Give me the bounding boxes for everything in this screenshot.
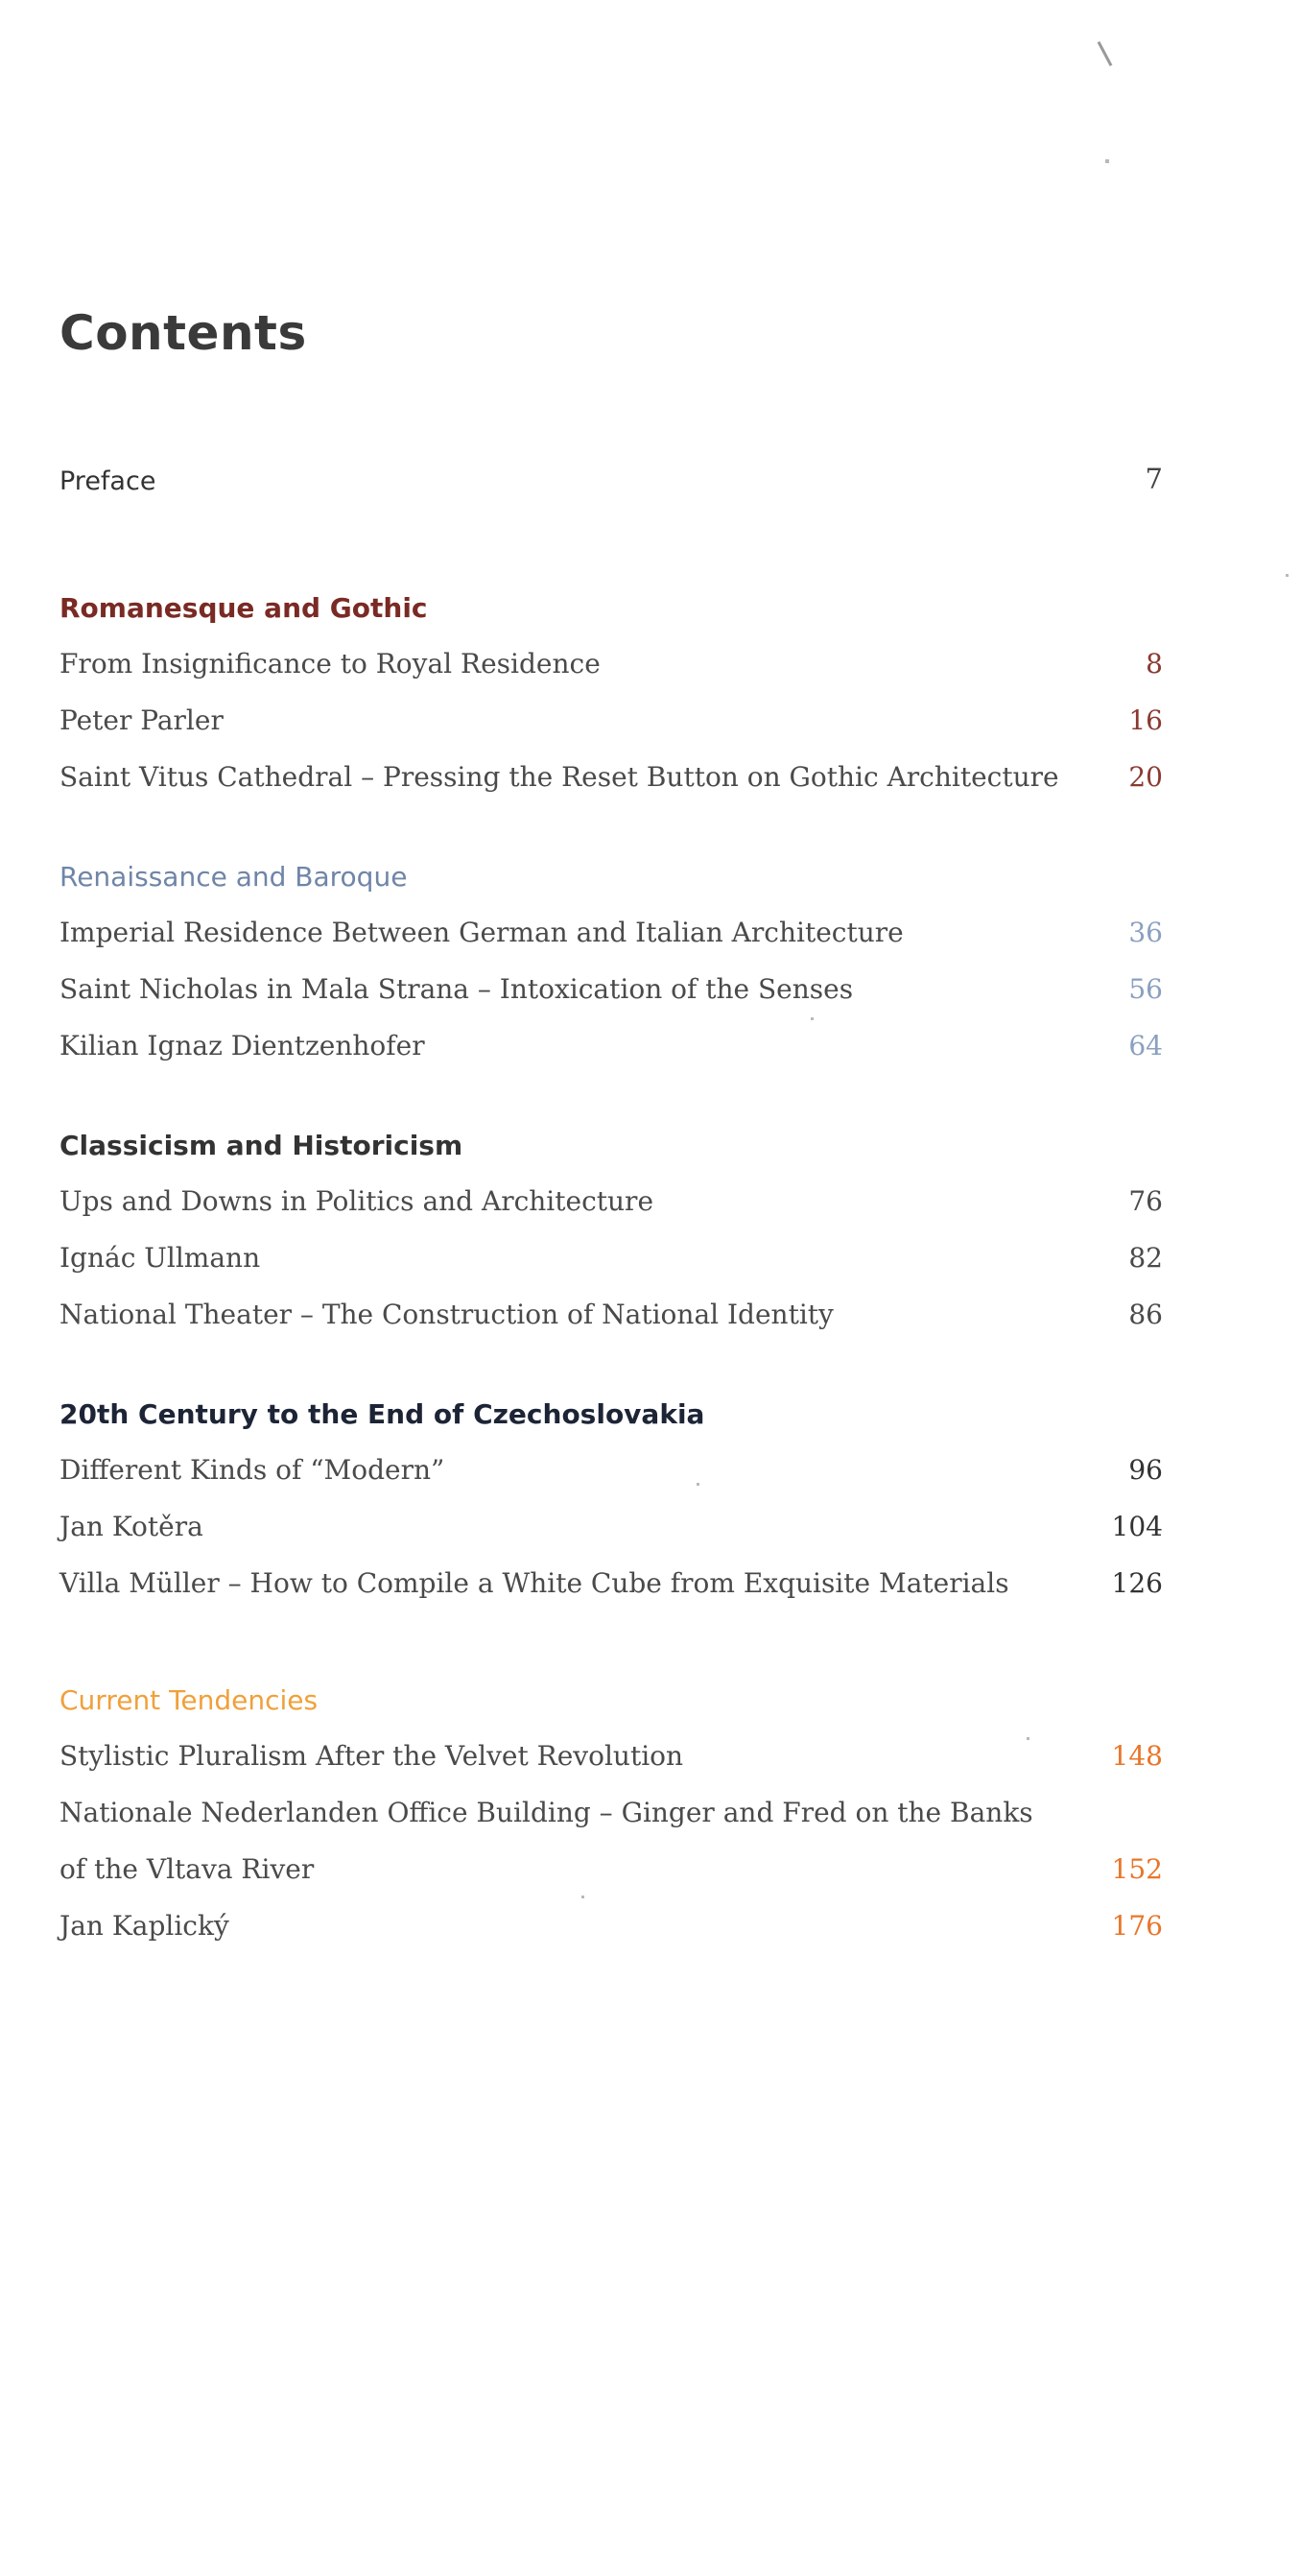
- page-number: 8: [1146, 648, 1163, 680]
- page-number: 20: [1128, 761, 1163, 793]
- page-number: 152: [1111, 1853, 1163, 1885]
- entry-title: Stylistic Pluralism After the Velvet Revolution: [59, 1740, 684, 1772]
- toc-entry: [59, 692, 1163, 749]
- entry-title: Imperial Residence Between German and Italian Architecture: [59, 917, 904, 948]
- page-number: 104: [1111, 1511, 1163, 1542]
- section-classicism-historicism: [59, 1119, 1163, 1343]
- toc-entry: [59, 1017, 1163, 1074]
- section-heading: Renaissance and Baroque: [59, 861, 408, 893]
- entry-title: Nationale Nederlanden Office Building – Ginger and Fred on the Banks: [59, 1797, 1033, 1828]
- page-number: 96: [1128, 1454, 1163, 1486]
- entry-title: From Insignificance to Royal Residence: [59, 648, 601, 680]
- page-number: 176: [1111, 1910, 1163, 1942]
- entry-title-continued: of the Vltava River: [59, 1853, 315, 1885]
- entry-title: Ups and Downs in Politics and Architecture: [59, 1185, 654, 1217]
- toc-entry: [59, 1442, 1163, 1498]
- toc-entry: [59, 904, 1163, 961]
- page-number: 56: [1128, 973, 1163, 1005]
- scan-speck: [1286, 574, 1289, 577]
- section-heading: Current Tendencies: [59, 1684, 319, 1716]
- page-number: 148: [1111, 1740, 1163, 1772]
- toc-entry: [59, 1784, 1163, 1897]
- section-20th-century: [59, 1388, 1163, 1611]
- page-number: 126: [1111, 1567, 1163, 1599]
- scan-speck: [1098, 41, 1113, 66]
- toc-entry: [59, 1728, 1163, 1784]
- scan-speck: [1105, 159, 1109, 163]
- preface-entry: [59, 459, 1163, 507]
- page-number: 7: [1145, 463, 1163, 495]
- entry-title: Kilian Ignaz Dientzenhofer: [59, 1030, 425, 1061]
- toc-entry: [59, 1173, 1163, 1229]
- toc-entry: [59, 1498, 1163, 1555]
- toc-entry: [59, 1229, 1163, 1286]
- page-title: Contents: [59, 305, 307, 361]
- entry-title: Jan Kotěra: [59, 1511, 203, 1542]
- toc-entry: [59, 635, 1163, 692]
- entry-title: National Theater – The Construction of National Identity: [59, 1299, 834, 1330]
- page-number: 76: [1128, 1185, 1163, 1217]
- page-number: 82: [1128, 1242, 1163, 1274]
- entry-title: Saint Vitus Cathedral – Pressing the Reset Button on Gothic Architecture: [59, 761, 1059, 793]
- toc-entry: [59, 1286, 1163, 1343]
- toc-entry: [59, 961, 1163, 1017]
- section-heading: Romanesque and Gothic: [59, 592, 428, 624]
- section-current-tendencies: [59, 1674, 1163, 1954]
- entry-title: Ignác Ullmann: [59, 1242, 261, 1274]
- toc-entry: [59, 1897, 1163, 1954]
- page-number: 36: [1128, 917, 1163, 948]
- section-renaissance-baroque: [59, 850, 1163, 1074]
- section-romanesque-gothic: [59, 582, 1163, 805]
- page-number: 16: [1128, 704, 1163, 736]
- toc-entry: [59, 749, 1163, 805]
- entry-title: Peter Parler: [59, 704, 224, 736]
- section-heading: 20th Century to the End of Czechoslovakia: [59, 1398, 705, 1430]
- entry-title: Villa Müller – How to Compile a White Cube from Exquisite Materials: [59, 1567, 1009, 1599]
- entry-title: Jan Kaplický: [59, 1910, 229, 1942]
- page-number: 64: [1128, 1030, 1163, 1061]
- toc-entry: [59, 1555, 1163, 1611]
- page-number: 86: [1128, 1299, 1163, 1330]
- entry-title: Different Kinds of “Modern”: [59, 1454, 445, 1486]
- entry-title: Saint Nicholas in Mala Strana – Intoxication of the Senses: [59, 973, 854, 1005]
- preface-label: Preface: [59, 466, 156, 496]
- section-heading: Classicism and Historicism: [59, 1130, 463, 1161]
